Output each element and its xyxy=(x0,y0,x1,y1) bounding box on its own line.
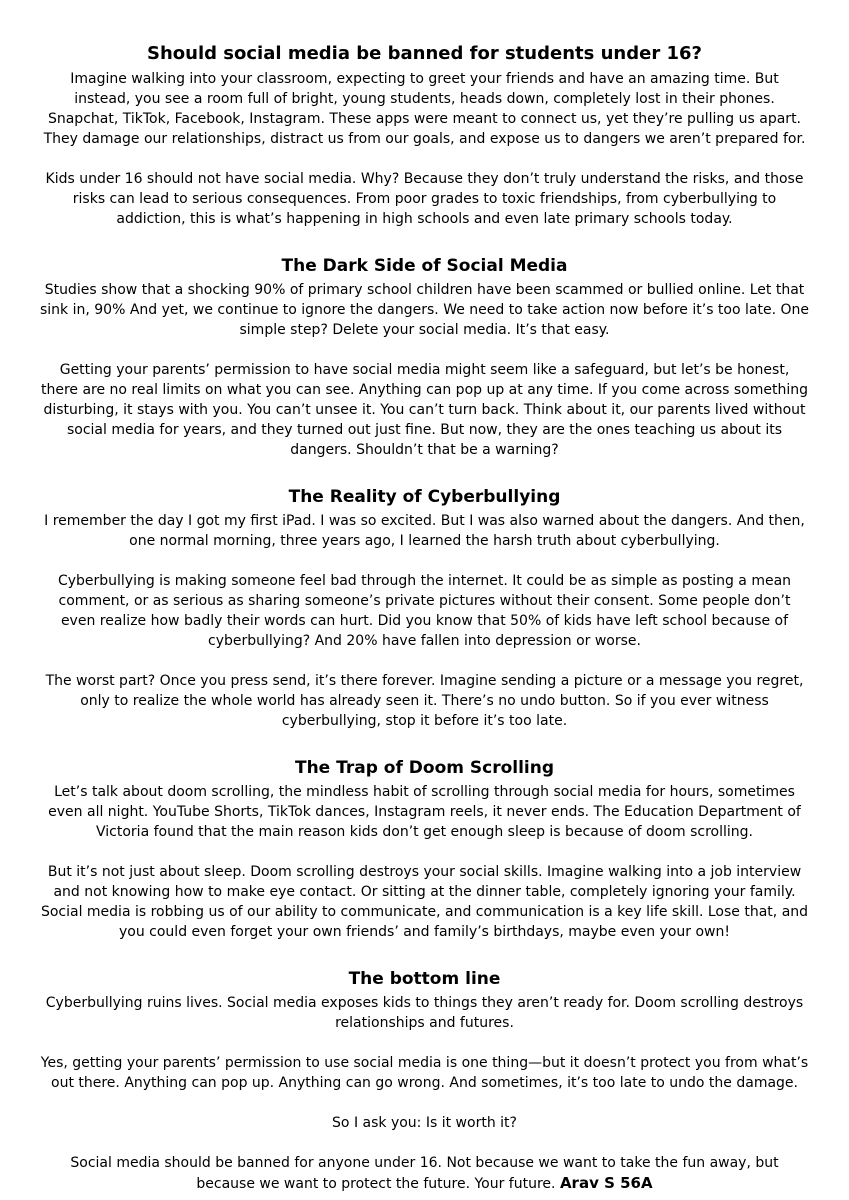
closing-text: Social media should be banned for anyone under 16. Not because we want to take the fun away, but because we want to protect the future. Your future. xyxy=(70,1155,779,1192)
paragraph: Cyberbullying ruins lives. Social media exposes kids to things they aren’t ready for. Doom scrolling destroys relationships and futures. xyxy=(45,995,804,1031)
paragraph: The worst part? Once you press send, it’s there forever. Imagine sending a picture or a message you regret, only to realize the whole world has already seen it. There’s no undo button. So if you ever witness cyberbullying, stop it before it’s too late. xyxy=(45,673,804,729)
paragraph: Getting your parents’ permission to have social media might seem like a safeguard, but let’s be honest, there are no real limits on what you can see. Anything can pop up at any time. If you come across something disturbing, it stays with you. You can’t unsee it. You can’t turn back. Think about it, our parents lived without social media for years, and they turned out just fine. But now, they are the ones teaching us about its dangers. Shouldn’t that be a warning? xyxy=(40,362,809,458)
paragraph-question: So I ask you: Is it worth it? xyxy=(332,1115,517,1131)
author-signature: Arav S 56A xyxy=(559,1174,653,1192)
document-title: Should social media be banned for students under 16? xyxy=(147,43,702,64)
section-heading-cyberbullying: The Reality of Cyberbullying xyxy=(288,487,561,507)
paragraph: Cyberbullying is making someone feel bad through the internet. It could be as simple as posting a mean comment, or as serious as sharing someone’s private pictures without their consent. Some people don’t even realize how badly their words can hurt. Did you know that 50% of kids have left school because of cyberbullying? And 20% have fallen into depression or worse. xyxy=(57,573,792,649)
paragraph: Let’s talk about doom scrolling, the mindless habit of scrolling through social media for hours, sometimes even all night. YouTube Shorts, TikTok dances, Instagram reels, it never ends. The Education Department of Victoria found that the main reason kids don’t get enough sleep is because of doom scrolling. xyxy=(48,784,801,840)
intro-paragraph-2: Kids under 16 should not have social media. Why? Because they don’t truly understand the risks, and those risks can lead to serious consequences. From poor grades to toxic friendships, from cyberbullying to addiction, this is what’s happening in high schools and even late primary schools today. xyxy=(45,171,804,227)
intro-paragraph-1: Imagine walking into your classroom, expecting to greet your friends and have an amazing time. But instead, you see a room full of bright, young students, heads down, completely lost in their phones. Snapchat, TikTok, Facebook, Instagram. These apps were meant to connect us, yet they’re pulling us apart. They damage our relationships, distract us from our goals, and expose us to dangers we aren’t prepared for. xyxy=(43,71,806,147)
paragraph: Studies show that a shocking 90% of primary school children have been scammed or bullied online. Let that sink in, 90% And yet, we continue to ignore the dangers. We need to take action now before it’s too late. One simple step? Delete your social media. It’s that easy. xyxy=(40,282,809,338)
paragraph: I remember the day I got my first iPad. I was so excited. But I was also warned about the dangers. And then, one normal morning, three years ago, I learned the harsh truth about cyberbullying. xyxy=(44,513,805,549)
paragraph: Yes, getting your parents’ permission to use social media is one thing—but it doesn’t protect you from what’s out there. Anything can pop up. Anything can go wrong. And sometimes, it’s too late to undo the damage. xyxy=(40,1055,809,1091)
section-heading-bottom-line: The bottom line xyxy=(348,969,501,989)
paragraph: But it’s not just about sleep. Doom scrolling destroys your social skills. Imagine walking into a job interview and not knowing how to make eye contact. Or sitting at the dinner table, completely ignoring your family. Social media is robbing us of our ability to communicate, and communication is a key life skill. Lose that, and you could even forget your own friends’ and family’s birthdays, maybe even your own! xyxy=(40,864,809,940)
section-heading-dark-side: The Dark Side of Social Media xyxy=(281,256,568,276)
closing-paragraph xyxy=(40,1153,809,1194)
section-heading-doom-scrolling: The Trap of Doom Scrolling xyxy=(294,758,555,778)
